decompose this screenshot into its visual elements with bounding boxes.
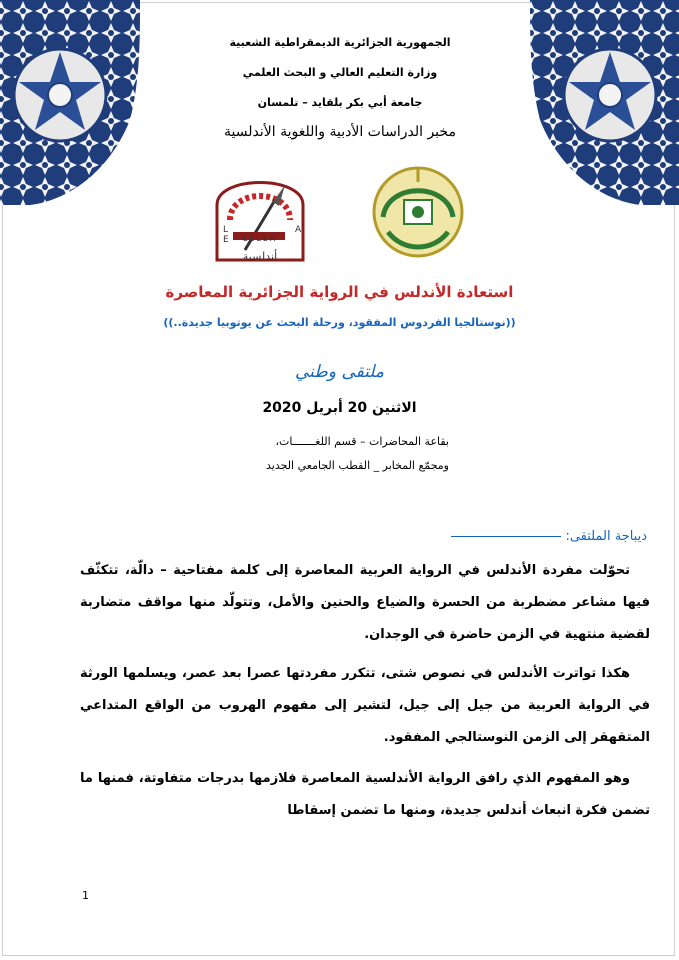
svg-text:E: E [223, 235, 229, 245]
section-heading-rule [451, 536, 561, 537]
venue-line-2: ومجمّع المخابر _ القطب الجامعي الجديد [266, 459, 449, 472]
lab-logo [205, 160, 315, 274]
page-number: 1 [82, 889, 89, 902]
svg-text:A: A [295, 225, 302, 235]
svg-text:L: L [223, 225, 229, 235]
section-heading [451, 529, 647, 544]
lab-logo-text: LELLA [242, 234, 278, 243]
header-line-republic: الجمهورية الجزائرية الديمقراطية الشعبية [229, 36, 451, 49]
event-type: ملتقى وطني [294, 362, 385, 382]
header-lab-name: مخبر الدراسات الأدبية واللغوية الأندلسية [224, 124, 456, 140]
venue-line-1: بقاعة المحاضرات – قسم اللغـــــــات، [275, 435, 449, 448]
paragraph-3: وهو المفهوم الذي رافق الرواية الأندلسية المعاصرة فلازمها بدرجات متفاوتة، فمنها ما تضمن فكرة انبعاث أندلس جديدة، ومنها ما تضمن إسقاطا [80, 771, 650, 818]
header-line-university: جامعة أبي بكر بلقايد – تلمسان [257, 96, 423, 109]
rosette-ornament-left [0, 0, 150, 210]
colloquium-title: استعادة الأندلس في الرواية الجزائرية المعاصرة [165, 283, 514, 301]
paragraph-1: تحوّلت مفردة الأندلس في الرواية العربية المعاصرة إلى كلمة مفتاحية – دالّة، تتكثّف فيها مشاعر مضطربة من الحسرة والضياع والحنين والأمل، وتتولّد منها مواقف متضاربة لقضية منتهية في الزمن حاضرة في الوجدان. [80, 563, 650, 642]
institution-header [175, 36, 505, 146]
event-date: الاثنين 20 أبريل 2020 [262, 400, 417, 416]
rosette-ornament-right [520, 0, 679, 210]
section-heading-text: ديباجة الملتقى: [565, 529, 647, 544]
university-logo [368, 162, 468, 262]
lab-logo-caption: أندلسية [242, 250, 278, 263]
header-line-ministry: وزارة التعليم العالي و البحث العلمي [242, 66, 438, 79]
paragraph-2: هكذا تواترت الأندلس في نصوص شتى، تتكرر مفردتها عصرا بعد عصر، ويسلمها الورثة في الرواية العربية من جيل إلى جيل، لتشير إلى مفهوم الهروب من الواقع المتداعي المتقهقر إلى الزمن النوستالجي المفقود. [80, 666, 650, 745]
colloquium-subtitle: ((نوستالجيا الفردوس المفقود، ورحلة البحث عن يوتوبيا جديدة..)) [163, 316, 516, 329]
